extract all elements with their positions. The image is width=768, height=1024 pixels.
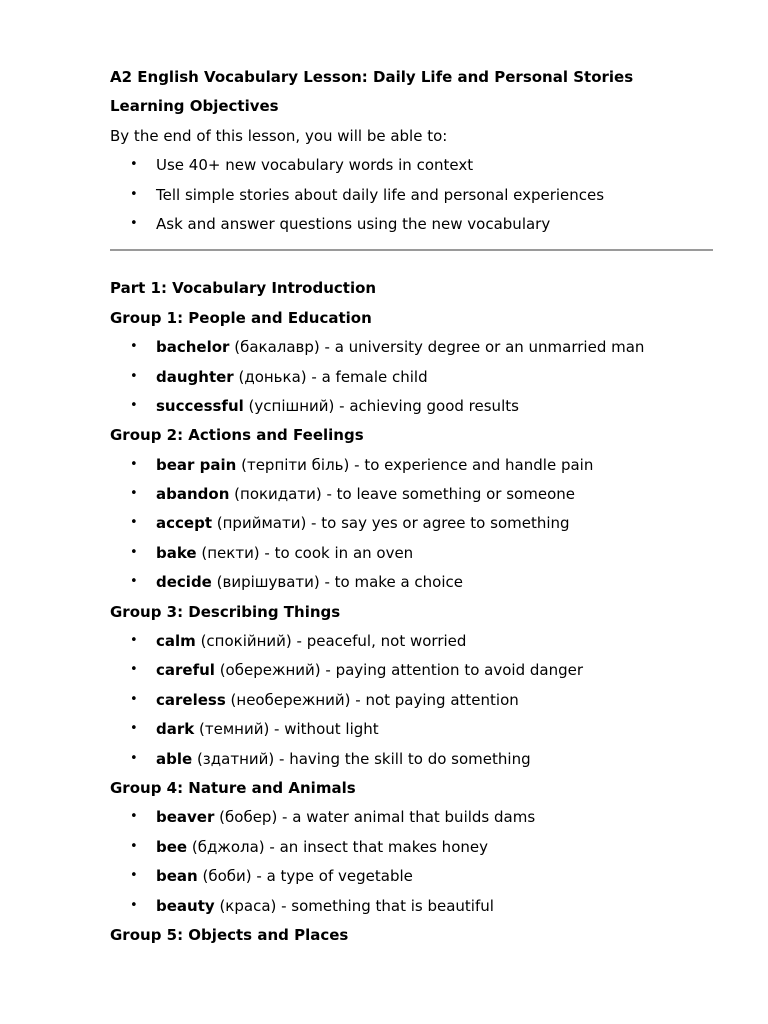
- vocab-definition: (темний) - without light: [194, 720, 379, 739]
- bullet-icon: •: [130, 691, 138, 707]
- vocab-item: [110, 571, 714, 600]
- document-page: [110, 66, 714, 953]
- bullet-icon: •: [130, 809, 138, 825]
- vocab-item: [110, 806, 714, 835]
- objective-text: Use 40+ new vocabulary words in context: [156, 156, 474, 175]
- vocab-item: [110, 454, 714, 483]
- vocab-definition: (успішний) - achieving good results: [243, 396, 519, 415]
- vocab-word: bake: [156, 543, 197, 562]
- vocab-item: [110, 395, 714, 424]
- bullet-icon: •: [130, 868, 138, 884]
- bullet-icon: •: [130, 486, 138, 502]
- vocab-definition: (боби) - a type of vegetable: [197, 867, 413, 886]
- bullet-icon: •: [130, 897, 138, 913]
- vocab-definition: (вирішувати) - to make a choice: [211, 573, 463, 592]
- bullet-icon: •: [130, 215, 138, 231]
- objective-text: Tell simple stories about daily life and personal experiences: [156, 185, 605, 204]
- horizontal-divider: [110, 249, 713, 251]
- vocab-item: [110, 689, 714, 718]
- vocab-word: decide: [156, 573, 212, 592]
- bullet-icon: •: [130, 574, 138, 590]
- bullet-icon: •: [130, 339, 138, 355]
- vocab-word: abandon: [156, 485, 230, 504]
- vocab-word: calm: [156, 632, 196, 651]
- objectives-heading: Learning Objectives: [110, 97, 279, 116]
- bullet-icon: •: [130, 368, 138, 384]
- vocab-word: daughter: [156, 367, 234, 386]
- vocab-word: successful: [156, 396, 244, 415]
- bullet-icon: •: [130, 750, 138, 766]
- group-heading: Group 4: Nature and Animals: [110, 778, 356, 797]
- vocab-word: careful: [156, 661, 215, 680]
- vocab-word: able: [156, 749, 193, 768]
- vocab-word: accept: [156, 514, 212, 533]
- group-heading: Group 5: Objects and Places: [110, 925, 349, 944]
- vocab-word: bee: [156, 837, 188, 856]
- bullet-icon: •: [130, 157, 138, 173]
- vocab-item: [110, 366, 714, 395]
- objective-text: Ask and answer questions using the new vocabulary: [156, 214, 551, 233]
- vocab-word: careless: [156, 690, 226, 709]
- vocab-item: [110, 718, 714, 747]
- vocab-definition: (пекти) - to cook in an oven: [196, 543, 414, 562]
- vocab-word: beaver: [156, 808, 215, 827]
- vocab-word: beauty: [156, 896, 215, 915]
- vocab-definition: (спокійний) - peaceful, not worried: [195, 632, 467, 651]
- vocab-word: bachelor: [156, 338, 230, 357]
- document-title: A2 English Vocabulary Lesson: Daily Life and Personal Stories: [110, 68, 634, 86]
- vocab-definition: (приймати) - to say yes or agree to something: [212, 514, 570, 533]
- vocab-definition: (терпіти біль) - to experience and handle pain: [236, 455, 594, 474]
- vocab-definition: (здатний) - having the skill to do something: [192, 749, 531, 768]
- group-heading: Group 1: People and Education: [110, 308, 372, 327]
- vocab-item: [110, 630, 714, 659]
- objectives-list: [110, 154, 714, 242]
- vocab-definition: (бджола) - an insect that makes honey: [187, 837, 488, 856]
- group-heading: Group 3: Describing Things: [110, 602, 341, 621]
- bullet-icon: •: [130, 186, 138, 202]
- part1-heading: Part 1: Vocabulary Introduction: [110, 279, 377, 298]
- vocab-definition: (донька) - a female child: [233, 367, 428, 386]
- list-item: [110, 184, 714, 213]
- list-item: [110, 154, 714, 183]
- objectives-intro: By the end of this lesson, you will be able to:: [110, 126, 448, 145]
- vocab-word: bear pain: [156, 455, 237, 474]
- group-heading: Group 2: Actions and Feelings: [110, 426, 364, 445]
- bullet-icon: •: [130, 633, 138, 649]
- bullet-icon: •: [130, 721, 138, 737]
- bullet-icon: •: [130, 515, 138, 531]
- bullet-icon: •: [130, 838, 138, 854]
- vocab-definition: (обережний) - paying attention to avoid danger: [214, 661, 583, 680]
- vocab-definition: (бобер) - a water animal that builds dams: [214, 808, 536, 827]
- vocab-word: bean: [156, 867, 198, 886]
- list-item: [110, 213, 714, 242]
- vocab-definition: (краса) - something that is beautiful: [214, 896, 494, 915]
- vocab-item: [110, 512, 714, 541]
- vocab-item: [110, 336, 714, 365]
- bullet-icon: •: [130, 397, 138, 413]
- vocab-item: [110, 895, 714, 924]
- vocab-item: [110, 748, 714, 777]
- vocab-item: [110, 659, 714, 688]
- vocab-item: [110, 542, 714, 571]
- bullet-icon: •: [130, 544, 138, 560]
- vocab-item: [110, 836, 714, 865]
- vocab-item: [110, 483, 714, 512]
- vocab-definition: (необережний) - not paying attention: [225, 690, 519, 709]
- vocab-word: dark: [156, 720, 195, 739]
- bullet-icon: •: [130, 662, 138, 678]
- vocab-item: [110, 865, 714, 894]
- vocab-definition: (бакалавр) - a university degree or an unmarried man: [229, 338, 645, 357]
- bullet-icon: •: [130, 456, 138, 472]
- vocab-definition: (покидати) - to leave something or someone: [229, 485, 575, 504]
